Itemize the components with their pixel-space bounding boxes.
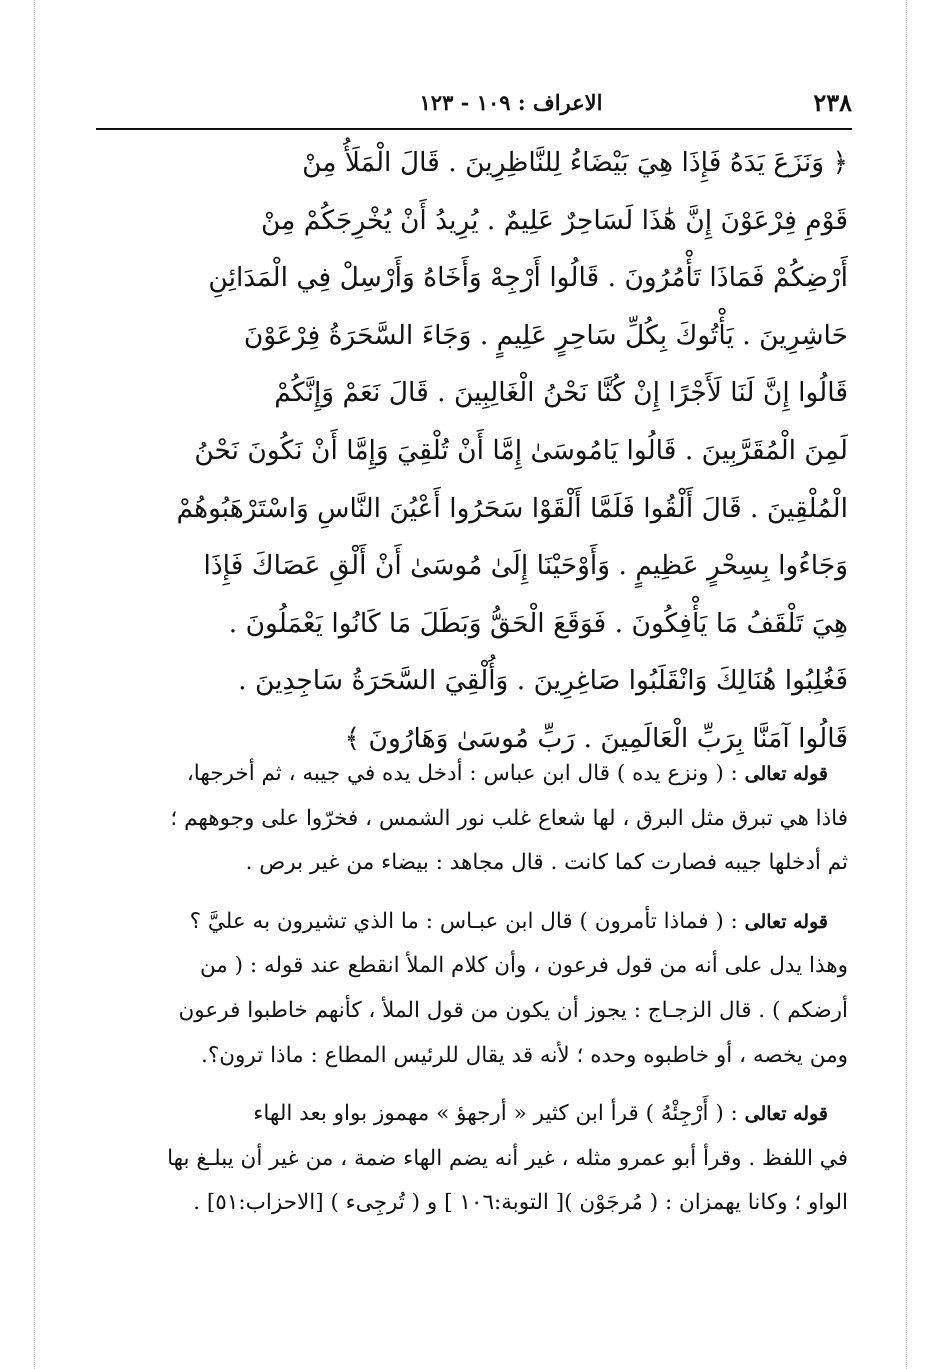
commentary-paragraph xyxy=(100,900,848,1078)
verse-line: هِيَ تَلْقَفُ مَا يَأْفِكُونَ . فَوَقَعَ الْحَقُّ وَبَطَلَ مَا كَانُوا يَعْمَلُونَ . xyxy=(228,607,848,639)
verse-line: ﴿ وَنَزَعَ يَدَهُ فَإِذَا هِيَ بَيْضَاءُ لِلنَّاظِرِينَ . قَالَ الْمَلَأُ مِنْ xyxy=(302,147,848,178)
verse-line: الْمُلْقِينَ . قَالَ أَلْقُوا فَلَمَّا أَلْقَوْا سَحَرُوا أَعْيُنَ النَّاسِ وَاسْتَرْهَبُوهُمْ xyxy=(176,492,848,524)
verse-line: قَوْمِ فِرْعَوْنَ إِنَّ هَٰذَا لَسَاحِرٌ عَلِيمٌ . يُرِيدُ أَنْ يُخْرِجَكُمْ مِنْ xyxy=(261,204,848,236)
commentary-line: قوله تعالى : ( أَرْجِئْهُ ) قرأ ابن كثير « أرجهؤ » مهموز بواو بعد الهاء xyxy=(253,1101,828,1127)
right-margin-dots xyxy=(906,0,908,1369)
left-margin-dots xyxy=(34,0,36,1369)
commentary-line: قوله تعالى : ( ونزع يده ) قال ابن عباس : أدخل يده في جيبه ، ثم أخرجها، xyxy=(186,761,828,786)
commentary xyxy=(100,752,848,1240)
commentary-line: أرضكم ) . قال الزجـاج : يجوز أن يكون من قول الملأ ، كأنهم خاطبوا فرعون xyxy=(178,997,848,1023)
verse-line: أَرْضِكُمْ فَمَاذَا تَأْمُرُونَ . قَالُوا أَرْجِهْ وَأَخَاهُ وَأَرْسِلْ فِي الْمَدَائِنِ xyxy=(208,262,848,294)
paragraph-lead: قوله تعالى xyxy=(744,910,828,933)
page-number: ٢٣٨ xyxy=(813,88,852,117)
verse-line: حَاشِرِينَ . يَأْتُوكَ بِكُلِّ سَاحِرٍ عَلِيمٍ . وَجَاءَ السَّحَرَةُ فِرْعَوْنَ xyxy=(243,319,848,351)
commentary-line: في اللفظ . وقرأ أبو عمرو مثله ، غير أنه يضم الهاء ضمة ، من غير أن يبلـغ بها xyxy=(167,1145,848,1171)
page-header xyxy=(96,88,852,122)
verse-line: قَالُوا آمَنَّا بِرَبِّ الْعَالَمِينَ . رَبِّ مُوسَىٰ وَهَارُونَ ﴾ xyxy=(344,722,848,754)
commentary-line: فاذا هي تبرق مثل البرق ، لها شعاع غلب نور الشمس ، فخرّوا على وجوههم ؛ xyxy=(170,805,848,831)
commentary-paragraph xyxy=(100,1092,848,1226)
commentary-paragraph xyxy=(100,752,848,886)
verse-line: قَالُوا إِنَّ لَنَا لَأَجْرًا إِنْ كُنَّا نَحْنُ الْغَالِبِينَ . قَالَ نَعَمْ وَإِنَّكُمْ xyxy=(274,377,848,409)
verse-line: وَجَاءُوا بِسِحْرٍ عَظِيمٍ . وَأَوْحَيْنَا إِلَىٰ مُوسَىٰ أَنْ أَلْقِ عَصَاكَ فَإِذَا xyxy=(203,550,848,582)
paragraph-lead: قوله تعالى xyxy=(744,1103,828,1126)
quran-verses xyxy=(100,134,848,768)
header-rule xyxy=(96,128,852,130)
verse-line: لَمِنَ الْمُقَرَّبِينَ . قَالُوا يَامُوسَىٰ إِمَّا أَنْ تُلْقِيَ وَإِمَّا أَنْ نَكُونَ نَحْنُ xyxy=(194,434,848,466)
commentary-line: الواو ؛ وكانا يهمزان : ( مُرجَوْن )[ التوبة:١٠٦ ] و ( تُرجِىء ) [الاحزاب:٥١] . xyxy=(193,1190,848,1216)
running-title: الاعراف : ١٠٩ - ١٢٣ xyxy=(419,90,603,115)
commentary-line: ثم أدخلها جيبه فصارت كما كانت . قال مجاهد : بيضاء من غير برص . xyxy=(245,850,848,876)
paragraph-lead: قوله تعالى xyxy=(744,763,828,785)
verse-line: فَغُلِبُوا هُنَالِكَ وَانْقَلَبُوا صَاغِرِينَ . وَأُلْقِيَ السَّحَرَةُ سَاجِدِينَ . xyxy=(238,665,848,697)
commentary-line: قوله تعالى : ( فماذا تأمرون ) قال ابن عبـاس : ما الذي تشيرون به عليَّ ؟ xyxy=(189,908,828,934)
commentary-line: وهذا يدل على أنه من قول فرعون ، وأن كلام الملأ انقطع عند قوله : ( من xyxy=(199,953,848,979)
commentary-line: ومن يخصه ، أو خاطبوه وحده ؛ لأنه قد يقال للرئيس المطاع : ماذا ترون؟. xyxy=(200,1042,848,1068)
